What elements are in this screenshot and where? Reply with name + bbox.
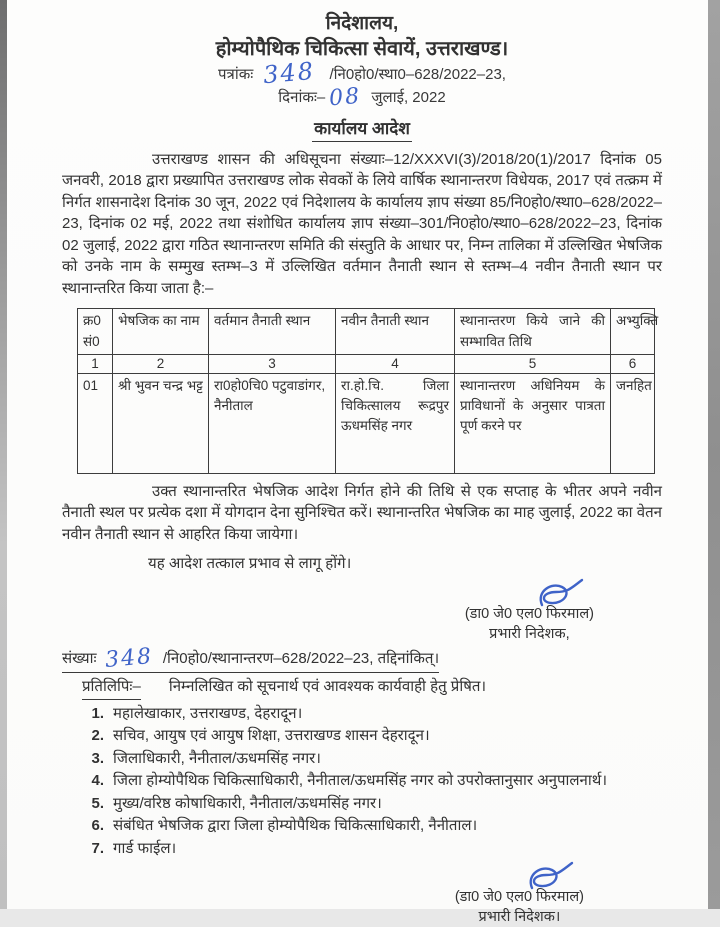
list-item [86, 815, 662, 838]
signature-block-bottom [455, 860, 584, 927]
order-paragraph-2: उक्त स्थानान्तरित भेषजिक आदेश निर्गत होने की तिथि से एक सप्ताह के भीतर अपने नवीन तैनाती स्थल पर प्रत्येक दशा में योगदान देना सुनिश्चित करें। स्थानान्तरित भेषजिक का माह जुलाई, 2022 का वेतन नवीन तैनाती स्थान से आहरित किया जायेगा। [62, 482, 662, 543]
signature-area-top [62, 575, 662, 644]
cell-remarks: जनहित [611, 373, 655, 473]
list-item-text: महालेखाकार, उत्तराखण्ड, देहरादून। [113, 704, 303, 722]
list-item [86, 725, 662, 748]
col-number: 4 [336, 354, 455, 373]
col-header-serial: क्र0 सं0 [78, 309, 113, 355]
list-item-number: 7. [91, 839, 104, 857]
cell-current-posting: रा0हो0चि0 पटुवाडांगर, नैनीताल [209, 373, 336, 473]
copy-to-text: निम्नलिखित को सूचनार्थ एवं आवश्यक कार्यवाही हेतु प्रेषित। [168, 677, 487, 695]
list-item [86, 793, 662, 816]
col-number: 1 [78, 354, 113, 373]
signatory-name: (डा0 जे0 एल0 फिरमाल) [454, 889, 584, 906]
cell-new-posting: रा.हो.चि. जिला चिकित्सालय रूद्रपुर ऊधमसिंह नगर [336, 373, 455, 473]
col-number: 2 [113, 354, 209, 373]
footer-number-underlined [62, 643, 440, 674]
scan-edge-left [0, 0, 7, 909]
recipient-list [86, 703, 662, 861]
list-item-text: गार्ड फाईल। [113, 839, 177, 857]
footer-number-line [62, 643, 662, 674]
letter-number-line [62, 56, 662, 89]
date-line [62, 83, 662, 112]
signatory-title: प्रभारी निदेशक। [478, 909, 561, 926]
date-label: दिनांकः– [278, 88, 326, 106]
document-content [62, 12, 662, 927]
list-item-text: संबंधित भेषजिक द्वारा जिला होम्योपैथिक चिकित्साधिकारी, नैनीताल। [113, 817, 478, 835]
table-column-number-row [78, 354, 655, 373]
list-item [86, 770, 662, 793]
scan-edge-right [708, 0, 720, 909]
list-item-text: सचिव, आयुष एवं आयुष शिक्षा, उत्तराखण्ड शासन देहरादून। [113, 727, 430, 745]
footer-number-label: संख्याः [62, 649, 97, 667]
list-item [86, 703, 662, 726]
footer-number-reference: /नि0हो0/स्थानान्तरण–628/2022–23, तद्दिनांकित्। [162, 649, 440, 667]
col-number: 6 [611, 354, 655, 373]
signatory-title: प्रभारी निदेशक, [489, 625, 570, 642]
org-name-line2: होम्योपैथिक चिकित्सा सेवायें, उत्तराखण्ड। [215, 37, 509, 60]
list-item-number: 6. [91, 817, 104, 835]
signature-block-top [465, 577, 594, 644]
org-name-line1: निदेशालय, [325, 13, 399, 34]
letterhead [62, 12, 662, 142]
order-paragraph-3: यह आदेश तत्काल प्रभाव से लागू होंगे। [148, 555, 352, 573]
col-number: 3 [209, 354, 336, 373]
list-item-number: 2. [91, 727, 104, 745]
col-number: 5 [455, 354, 611, 373]
list-item [86, 838, 662, 861]
list-item-text: जिला होम्योपैथिक चिकित्साधिकारी, नैनीताल/ऊधमसिंह नगर को उपरोक्तानुसार अनुपालनार्थ। [113, 772, 608, 790]
col-header-current-posting: वर्तमान तैनाती स्थान [209, 309, 336, 355]
table-header-row [78, 309, 655, 355]
list-item-number: 3. [91, 749, 104, 767]
order-heading-wrap [62, 116, 662, 142]
cell-name: श्री भुवन चन्द्र भट्ट [113, 373, 209, 473]
list-item-text: जिलाधिकारी, नैनीताल/ऊधमसिंह नगर। [113, 749, 321, 767]
list-item-number: 4. [91, 772, 104, 790]
cell-serial: 01 [78, 373, 113, 473]
copy-to-line [62, 676, 662, 700]
col-header-remarks: अभ्युक्ति [611, 309, 655, 355]
order-heading: कार्यालय आदेश [312, 116, 412, 142]
signature-area-bottom [62, 860, 662, 927]
date-text: जुलाई, 2022 [371, 88, 446, 106]
table-row [78, 373, 655, 473]
transfer-table [77, 308, 659, 474]
list-item-number: 1. [91, 704, 104, 722]
letter-number-label: पत्रांकः [218, 65, 254, 83]
handwritten-date-number: 08 [328, 83, 363, 112]
col-header-new-posting: नवीन तैनाती स्थान [336, 309, 455, 355]
signatory-name: (डा0 जे0 एल0 फिरमाल) [464, 605, 594, 622]
list-item-number: 5. [91, 794, 104, 812]
list-item [86, 748, 662, 771]
handwritten-letter-number: 348 [262, 56, 317, 89]
copy-to-label: प्रतिलिपिः– [82, 676, 141, 700]
order-paragraph-1: उत्तराखण्ड शासन की अधिसूचना संख्याः–12/XXXVI(3)/2018/20(1)/2017 दिनांक 05 जनवरी, 2018 द्वारा प्रख्यापित उत्तराखण्ड लोक सेवकों के लिये वार्षिक स्थानान्तरण विधेयक, 2017 एवं तत्क्रम में निर्गत शासनादेश दिनांक 30 जून, 2022 एवं निदेशालय के कार्यालय ज्ञाप संख्या 85/नि0हो0/स्था0–628/2022–23, दिनांक 02 मई, 2022 तथा संशोधित कार्यालय ज्ञाप संख्या–301/नि0हो0/स्था0–628/2022–23, दिनांक 02 जुलाई, 2022 द्वारा गठित स्थानान्तरण समिति की संस्तुति के आधार पर, निम्न तालिका में उल्लिखित भेषजिक को उनके नाम के सम्मुख स्तम्भ–3 में उल्लिखित वर्तमान तैनाती स्थान से स्तम्भ–4 नवीन तैनाती स्थान पर स्थानान्तरित किया जाता है:– [62, 150, 662, 297]
cell-transfer-date: स्थानान्तरण अधिनियम के प्राविधानों के अनुसार पात्रता पूर्ण करने पर [455, 373, 611, 473]
col-header-transfer-date: स्थानान्तरण किये जाने की सम्भावित तिथि [455, 309, 611, 355]
col-header-name: भेषजिक का नाम [113, 309, 209, 355]
list-item-text: मुख्य/वरिष्ठ कोषाधिकारी, नैनीताल/ऊधमसिंह नगर। [113, 794, 382, 812]
letter-number-reference: /नि0हो0/स्था0–628/2022–23, [329, 65, 506, 83]
handwritten-footer-number: 348 [103, 643, 154, 674]
